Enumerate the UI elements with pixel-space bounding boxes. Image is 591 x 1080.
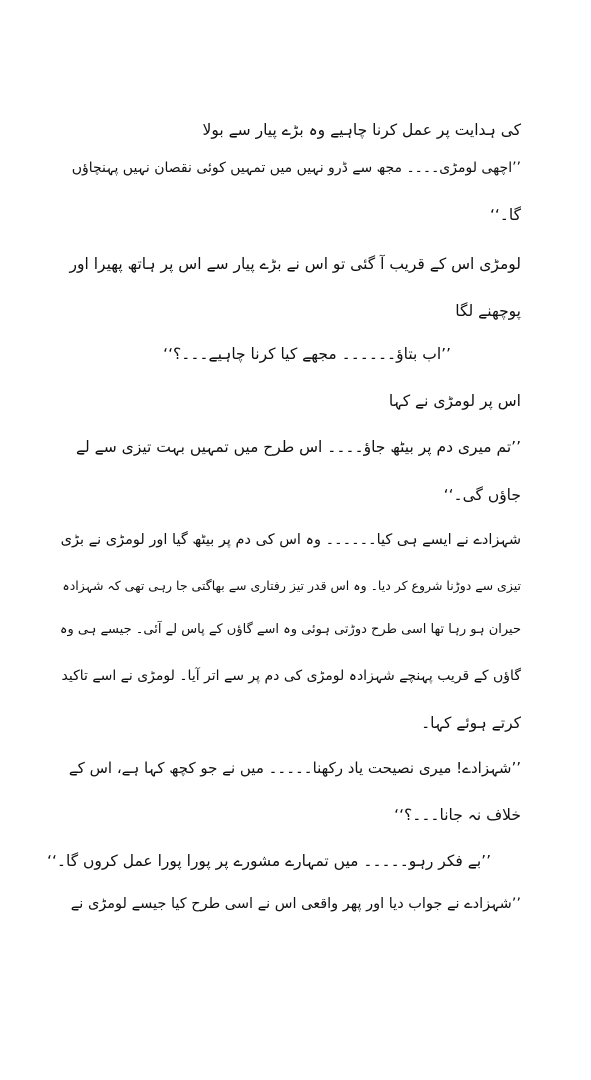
text-line-12: حیران ہو رہا تھا اسی طرح دوڑتی ہوئی وہ اسے گاؤں کے پاس لے آئی۔ جیسے ہی وہ bbox=[59, 622, 521, 637]
text-line-17: ’’بے فکر رہو۔۔۔۔۔ میں تمہارے مشورے پر پورا پورا عمل کروں گا۔‘‘ bbox=[47, 852, 491, 870]
text-line-13: گاؤں کے قریب پہنچے شہزادہ لومڑی کی دم پر سے اتر آیا۔ لومڑی نے اسے تاکید bbox=[61, 668, 521, 684]
text-line-18: ’’شہزادے نے جواب دیا اور پھر واقعی اس نے اسی طرح کیا جیسے لومڑی نے bbox=[70, 896, 521, 912]
text-line-3: گا۔‘‘ bbox=[489, 206, 521, 224]
text-line-15: ’’شہزادے! میری نصیحت یاد رکھنا۔۔۔۔۔ میں نے جو کچھ کہا ہے، اس کے bbox=[68, 759, 521, 777]
text-line-1: کی ہدایت پر عمل کرنا چاہیے وہ بڑے پیار سے بولا bbox=[202, 121, 521, 139]
text-line-2: ’’اچھی لومڑی۔۔۔۔ مجھ سے ڈرو نہیں میں تمہیں کوئی نقصان نہیں پہنچاؤں bbox=[71, 160, 521, 176]
text-line-10: شہزادے نے ایسے ہی کیا۔۔۔۔۔۔ وہ اس کی دم پر بیٹھ گیا اور لومڑی نے بڑی bbox=[60, 532, 521, 548]
text-line-8: ’’تم میری دم پر بیٹھ جاؤ۔۔۔۔ اس طرح میں تمہیں بہت تیزی سے لے bbox=[75, 438, 521, 456]
text-line-6: ’’اب بتاؤ۔۔۔۔۔۔ مجھے کیا کرنا چاہیے۔۔۔؟‘‘ bbox=[163, 345, 451, 363]
text-line-4: لومڑی اس کے قریب آ گئی تو اس نے بڑے پیار سے اس پر ہاتھ پھیرا اور bbox=[69, 255, 521, 273]
text-line-14: کرتے ہوئے کہا۔ bbox=[421, 714, 521, 732]
text-line-11: تیزی سے دوڑنا شروع کر دیا۔ وہ اس قدر تیز رفتاری سے بھاگتی جا رہی تھی کہ شہزادہ bbox=[62, 578, 521, 593]
text-line-7: اس پر لومڑی نے کہا bbox=[388, 392, 521, 410]
text-line-9: جاؤں گی۔‘‘ bbox=[443, 486, 521, 504]
text-line-5: پوچھنے لگا bbox=[455, 302, 521, 320]
text-line-16: خلاف نہ جانا۔۔۔؟‘‘ bbox=[394, 806, 521, 824]
